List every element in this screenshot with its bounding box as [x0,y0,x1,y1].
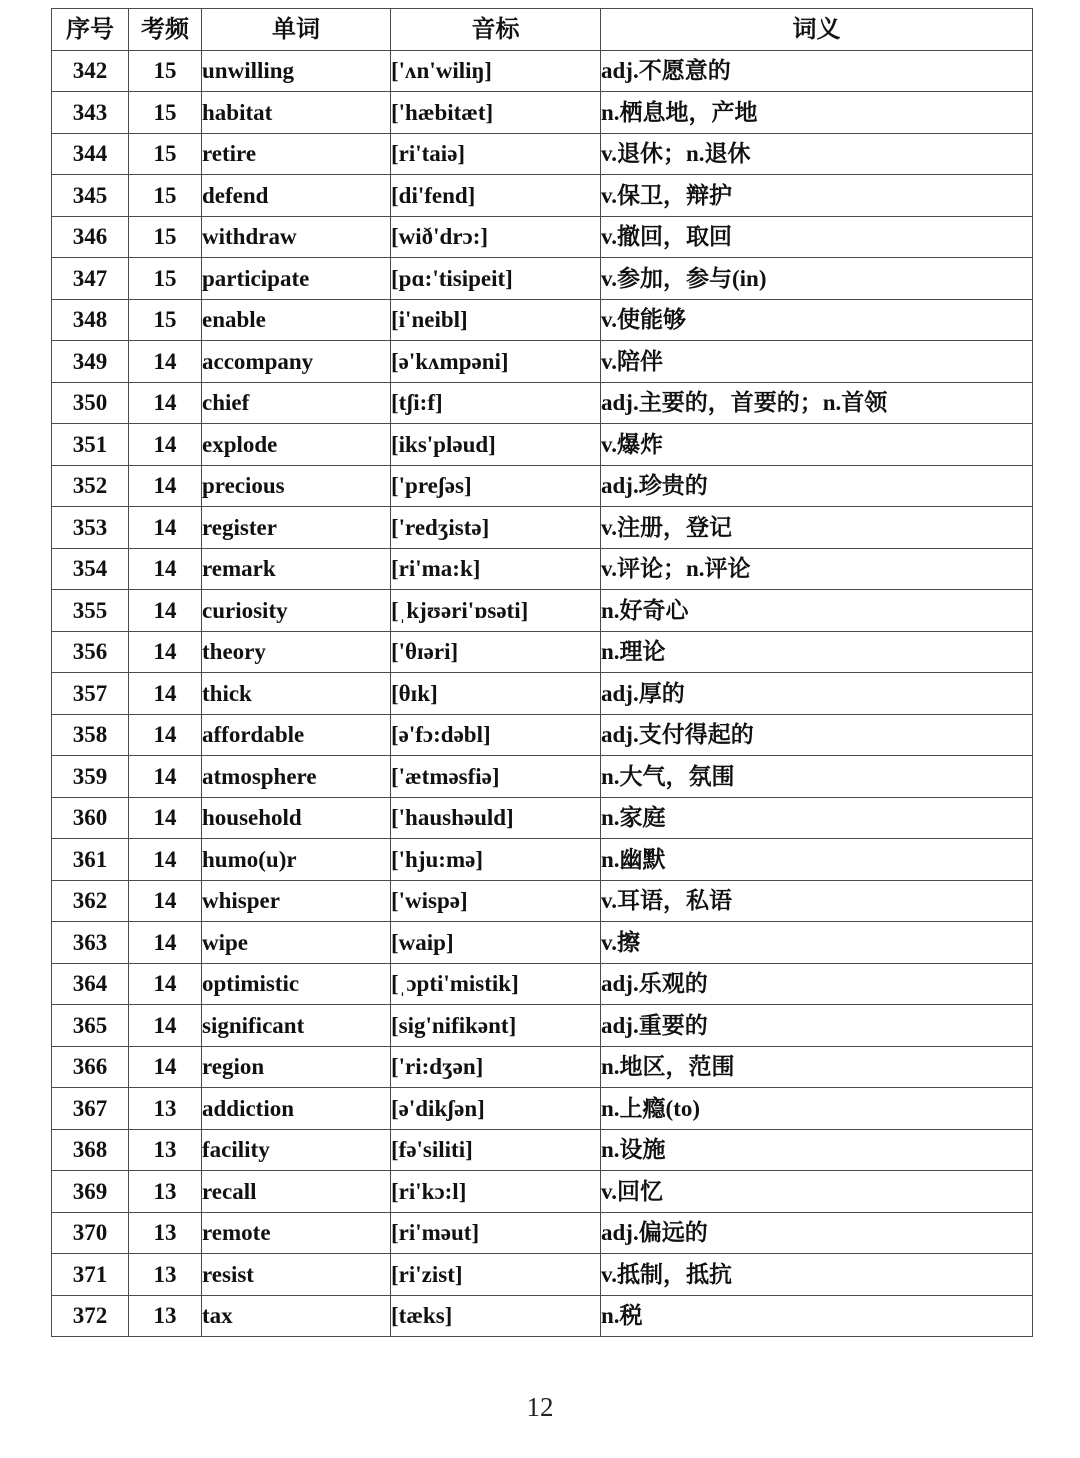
table-row [52,465,1033,507]
cell-index: 356 [52,631,129,673]
cell-phonetic: [ə'kʌmpəni] [391,341,601,383]
table-row [52,714,1033,756]
table-row [52,133,1033,175]
cell-frequency: 13 [129,1088,202,1130]
page-number: 12 [526,1392,554,1422]
cell-word: curiosity [202,590,391,632]
cell-word: withdraw [202,216,391,258]
cell-meaning: n.家庭 [601,797,1033,839]
cell-frequency: 15 [129,299,202,341]
cell-phonetic: ['preʃəs] [391,465,601,507]
cell-word: wipe [202,922,391,964]
cell-meaning: n.幽默 [601,839,1033,881]
cell-word: household [202,797,391,839]
cell-meaning: adj.不愿意的 [601,50,1033,92]
cell-phonetic: ['hæbitæt] [391,92,601,134]
cell-meaning: adj.重要的 [601,1005,1033,1047]
cell-phonetic: [θɪk] [391,673,601,715]
cell-word: unwilling [202,50,391,92]
cell-word: retire [202,133,391,175]
cell-phonetic: ['haushəuld] [391,797,601,839]
cell-phonetic: ['ʌn'wiliŋ] [391,50,601,92]
cell-meaning: n.设施 [601,1129,1033,1171]
table-row [52,507,1033,549]
header-word: 单词 [202,9,391,51]
cell-frequency: 14 [129,1046,202,1088]
cell-meaning: v.陪伴 [601,341,1033,383]
cell-index: 365 [52,1005,129,1047]
cell-frequency: 14 [129,714,202,756]
cell-word: significant [202,1005,391,1047]
cell-frequency: 14 [129,922,202,964]
table-body [52,50,1033,1337]
cell-word: enable [202,299,391,341]
table-row [52,1171,1033,1213]
table-row [52,631,1033,673]
cell-phonetic: [ri'məut] [391,1212,601,1254]
table-row [52,548,1033,590]
table-row [52,1295,1033,1337]
cell-meaning: adj.主要的，首要的；n.首领 [601,382,1033,424]
cell-meaning: v.擦 [601,922,1033,964]
cell-meaning: adj.偏远的 [601,1212,1033,1254]
cell-frequency: 15 [129,133,202,175]
cell-meaning: v.抵制，抵抗 [601,1254,1033,1296]
table-row [52,424,1033,466]
cell-frequency: 14 [129,1005,202,1047]
cell-index: 360 [52,797,129,839]
table-row [52,839,1033,881]
table-row [52,92,1033,134]
cell-index: 370 [52,1212,129,1254]
cell-frequency: 14 [129,507,202,549]
cell-phonetic: [iks'pləud] [391,424,601,466]
cell-index: 346 [52,216,129,258]
cell-meaning: v.撤回，取回 [601,216,1033,258]
cell-phonetic: [tʃi:f] [391,382,601,424]
cell-phonetic: [ri'zist] [391,1254,601,1296]
cell-phonetic: [ri'ma:k] [391,548,601,590]
cell-frequency: 14 [129,797,202,839]
cell-index: 361 [52,839,129,881]
header-phonetic: 音标 [391,9,601,51]
cell-frequency: 13 [129,1212,202,1254]
cell-phonetic: [pɑ:'tisipeit] [391,258,601,300]
cell-frequency: 14 [129,963,202,1005]
cell-frequency: 14 [129,465,202,507]
cell-index: 342 [52,50,129,92]
cell-frequency: 15 [129,216,202,258]
cell-meaning: v.回忆 [601,1171,1033,1213]
cell-frequency: 14 [129,590,202,632]
cell-meaning: v.使能够 [601,299,1033,341]
cell-index: 362 [52,880,129,922]
cell-index: 350 [52,382,129,424]
cell-phonetic: [tæks] [391,1295,601,1337]
cell-index: 369 [52,1171,129,1213]
cell-index: 349 [52,341,129,383]
cell-phonetic: [waip] [391,922,601,964]
table-row [52,922,1033,964]
table-row [52,175,1033,217]
cell-frequency: 14 [129,673,202,715]
cell-phonetic: [i'neibl] [391,299,601,341]
cell-phonetic: [ri'taiə] [391,133,601,175]
cell-index: 352 [52,465,129,507]
table-row [52,673,1033,715]
cell-index: 359 [52,756,129,798]
cell-meaning: v.评论；n.评论 [601,548,1033,590]
cell-phonetic: ['wispə] [391,880,601,922]
cell-phonetic: ['redʒistə] [391,507,601,549]
cell-word: register [202,507,391,549]
cell-phonetic: [ˌɔpti'mistik] [391,963,601,1005]
cell-word: facility [202,1129,391,1171]
cell-word: tax [202,1295,391,1337]
cell-index: 364 [52,963,129,1005]
cell-frequency: 14 [129,839,202,881]
table-row [52,1129,1033,1171]
cell-word: region [202,1046,391,1088]
table-header-row [52,9,1033,51]
cell-word: defend [202,175,391,217]
cell-meaning: adj.珍贵的 [601,465,1033,507]
cell-meaning: v.耳语，私语 [601,880,1033,922]
cell-frequency: 15 [129,175,202,217]
cell-index: 347 [52,258,129,300]
cell-phonetic: ['ætməsfiə] [391,756,601,798]
cell-meaning: n.理论 [601,631,1033,673]
cell-meaning: n.大气，氛围 [601,756,1033,798]
cell-frequency: 14 [129,631,202,673]
cell-frequency: 13 [129,1129,202,1171]
header-frequency: 考频 [129,9,202,51]
cell-word: whisper [202,880,391,922]
cell-word: humo(u)r [202,839,391,881]
cell-index: 358 [52,714,129,756]
cell-word: explode [202,424,391,466]
table-row [52,382,1033,424]
cell-word: optimistic [202,963,391,1005]
cell-index: 366 [52,1046,129,1088]
cell-meaning: v.退休；n.退休 [601,133,1033,175]
table-row [52,1088,1033,1130]
table-row [52,258,1033,300]
cell-meaning: v.参加，参与(in) [601,258,1033,300]
cell-word: affordable [202,714,391,756]
cell-frequency: 13 [129,1295,202,1337]
table-row [52,1005,1033,1047]
cell-index: 372 [52,1295,129,1337]
cell-meaning: adj.乐观的 [601,963,1033,1005]
cell-word: theory [202,631,391,673]
vocabulary-table [51,8,1033,1337]
cell-meaning: v.注册，登记 [601,507,1033,549]
header-meaning: 词义 [601,9,1033,51]
table-row [52,590,1033,632]
cell-index: 367 [52,1088,129,1130]
cell-index: 344 [52,133,129,175]
cell-frequency: 15 [129,92,202,134]
cell-phonetic: [ə'dikʃən] [391,1088,601,1130]
table-row [52,216,1033,258]
cell-phonetic: ['hju:mə] [391,839,601,881]
cell-meaning: n.税 [601,1295,1033,1337]
cell-index: 357 [52,673,129,715]
cell-word: remark [202,548,391,590]
cell-index: 355 [52,590,129,632]
cell-phonetic: [fə'siliti] [391,1129,601,1171]
cell-frequency: 15 [129,50,202,92]
cell-phonetic: ['ri:dʒən] [391,1046,601,1088]
cell-frequency: 13 [129,1254,202,1296]
cell-frequency: 14 [129,880,202,922]
cell-word: chief [202,382,391,424]
cell-frequency: 14 [129,382,202,424]
cell-frequency: 14 [129,341,202,383]
cell-meaning: n.好奇心 [601,590,1033,632]
cell-index: 371 [52,1254,129,1296]
cell-meaning: adj.厚的 [601,673,1033,715]
table-row [52,1046,1033,1088]
cell-word: habitat [202,92,391,134]
cell-word: remote [202,1212,391,1254]
table-row [52,50,1033,92]
cell-word: thick [202,673,391,715]
cell-meaning: adj.支付得起的 [601,714,1033,756]
cell-phonetic: [sig'nifikənt] [391,1005,601,1047]
cell-index: 353 [52,507,129,549]
cell-index: 351 [52,424,129,466]
cell-frequency: 14 [129,756,202,798]
cell-index: 368 [52,1129,129,1171]
cell-word: recall [202,1171,391,1213]
cell-frequency: 15 [129,258,202,300]
cell-phonetic: [ə'fɔ:dəbl] [391,714,601,756]
table-row [52,341,1033,383]
cell-frequency: 14 [129,548,202,590]
cell-frequency: 14 [129,424,202,466]
table-row [52,1212,1033,1254]
cell-frequency: 13 [129,1171,202,1213]
cell-word: resist [202,1254,391,1296]
table-row [52,797,1033,839]
cell-phonetic: [ri'kɔ:l] [391,1171,601,1213]
cell-index: 348 [52,299,129,341]
cell-word: precious [202,465,391,507]
header-index: 序号 [52,9,129,51]
cell-word: atmosphere [202,756,391,798]
table-row [52,299,1033,341]
cell-word: accompany [202,341,391,383]
cell-phonetic: [di'fend] [391,175,601,217]
cell-index: 363 [52,922,129,964]
table-row [52,880,1033,922]
cell-phonetic: ['θɪəri] [391,631,601,673]
cell-meaning: v.爆炸 [601,424,1033,466]
cell-phonetic: [wið'drɔ:] [391,216,601,258]
cell-meaning: n.栖息地，产地 [601,92,1033,134]
table-row [52,756,1033,798]
cell-meaning: n.地区，范围 [601,1046,1033,1088]
cell-word: participate [202,258,391,300]
cell-index: 343 [52,92,129,134]
cell-word: addiction [202,1088,391,1130]
cell-index: 345 [52,175,129,217]
cell-meaning: n.上瘾(to) [601,1088,1033,1130]
cell-phonetic: [ˌkjʊəri'ɒsəti] [391,590,601,632]
table-row [52,963,1033,1005]
table-row [52,1254,1033,1296]
cell-meaning: v.保卫，辩护 [601,175,1033,217]
cell-index: 354 [52,548,129,590]
